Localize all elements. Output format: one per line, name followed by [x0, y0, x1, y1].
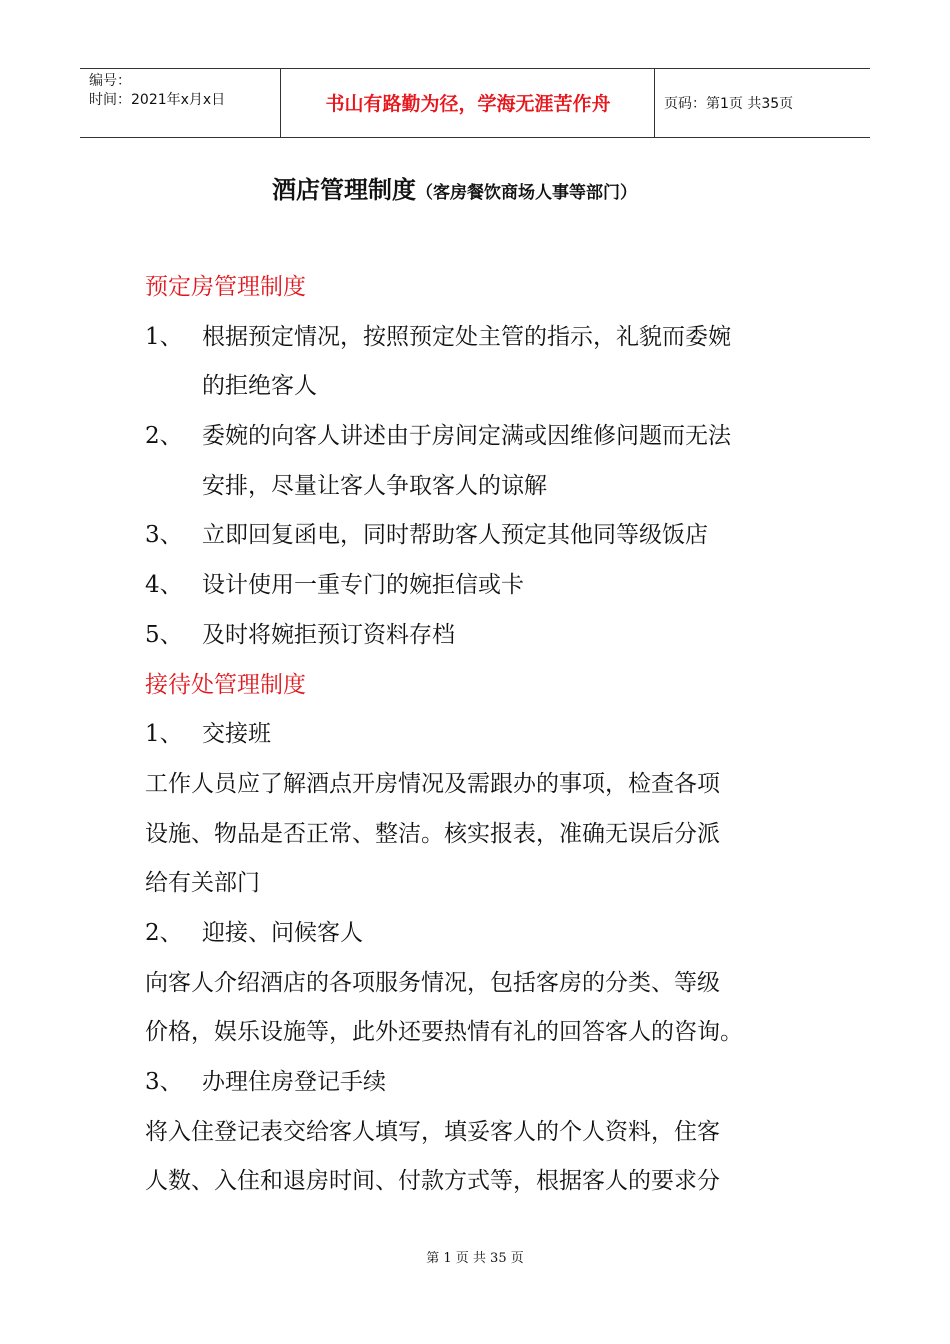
- list-item-text: 交接班: [202, 721, 271, 747]
- list-item: [145, 566, 524, 599]
- list-item-number: 3、: [145, 1069, 183, 1095]
- list-item-continuation: 的拒绝客人: [202, 373, 317, 399]
- list-item-number: 2、: [145, 920, 183, 946]
- header-meta: [80, 69, 281, 137]
- list-item-number: 1、: [145, 721, 183, 747]
- list-item-text: 委婉的向客人讲述由于房间定满或因维修问题而无法: [202, 423, 731, 449]
- paragraph-line: 向客人介绍酒店的各项服务情况，包括客房的分类、等级: [145, 970, 720, 996]
- list-item: [145, 318, 731, 351]
- list-item-text: 办理住房登记手续: [202, 1069, 386, 1095]
- paragraph-line: 价格，娱乐设施等，此外还要热情有礼的回答客人的咨询。: [145, 1019, 743, 1045]
- section-heading-reservation: 预定房管理制度: [145, 274, 306, 300]
- list-item-number: 2、: [145, 423, 183, 449]
- title-main: 酒店管理制度: [272, 175, 416, 204]
- list-item-number: 5、: [145, 622, 183, 648]
- header-page-label: 页码：第1页 共35页: [664, 96, 794, 112]
- paragraph-line: 给有关部门: [145, 870, 260, 896]
- header-motto: 书山有路勤为径，学海无涯苦作舟: [282, 69, 655, 137]
- paragraph-line: 人数、入住和退房时间、付款方式等，根据客人的要求分: [145, 1168, 720, 1194]
- document-header: [80, 68, 870, 138]
- list-item-number: 4、: [145, 572, 183, 598]
- paragraph-line: 设施、物品是否正常、整洁。核实报表，准确无误后分派: [145, 821, 720, 847]
- list-item-text: 及时将婉拒预订资料存档: [202, 622, 455, 648]
- paragraph-line: 工作人员应了解酒点开房情况及需跟办的事项，检查各项: [145, 771, 720, 797]
- list-item: [145, 516, 708, 549]
- list-item: [145, 1063, 386, 1096]
- document-title: [272, 170, 637, 205]
- title-sub: （客房餐饮商场人事等部门）: [416, 183, 637, 203]
- section-heading-reception: 接待处管理制度: [145, 672, 306, 698]
- list-item: [145, 417, 731, 450]
- header-code-label: 编号：: [89, 73, 131, 89]
- header-date-label: 时间：2021年x月x日: [89, 92, 226, 108]
- list-item-number: 3、: [145, 522, 183, 548]
- list-item: [145, 616, 455, 649]
- list-item-text: 设计使用一重专门的婉拒信或卡: [202, 572, 524, 598]
- page-footer: 第 1 页 共 35 页: [426, 1251, 524, 1266]
- list-item-number: 1、: [145, 324, 183, 350]
- list-item-text: 迎接、问候客人: [202, 920, 363, 946]
- list-item: [145, 914, 363, 947]
- list-item: [145, 715, 271, 748]
- list-item-continuation: 安排，尽量让客人争取客人的谅解: [202, 473, 547, 499]
- list-item-text: 立即回复函电，同时帮助客人预定其他同等级饭店: [202, 522, 708, 548]
- paragraph-line: 将入住登记表交给客人填写，填妥客人的个人资料，住客: [145, 1119, 720, 1145]
- list-item-text: 根据预定情况，按照预定处主管的指示，礼貌而委婉: [202, 324, 731, 350]
